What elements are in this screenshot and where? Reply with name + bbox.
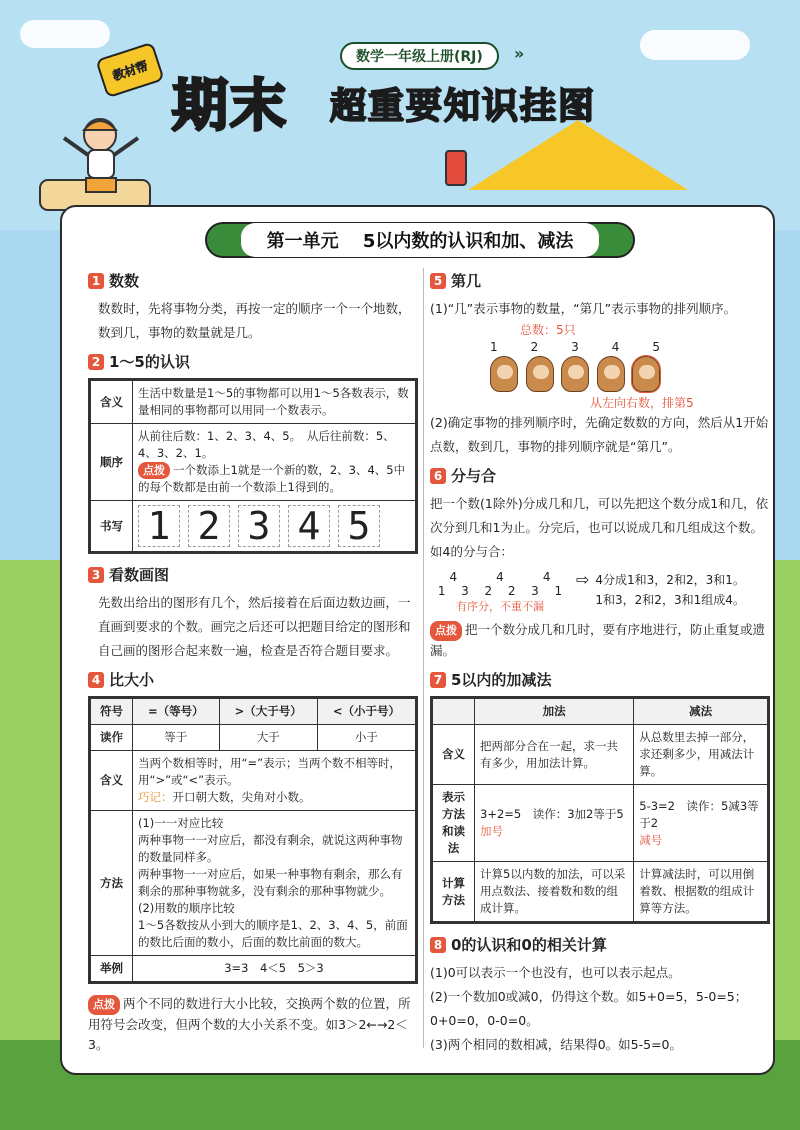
- row-label: 方法: [91, 811, 133, 956]
- monkey-illustration: [490, 356, 518, 392]
- section-title: 看数画图: [109, 566, 170, 584]
- tree-part: 2: [484, 584, 493, 598]
- section-number: 4: [88, 672, 104, 688]
- row-label: 读作: [91, 725, 133, 751]
- section-8-p3: (3)两个相同的数相减，结果得0。如5-5=0。: [430, 1037, 683, 1052]
- section-title: 分与合: [451, 467, 497, 485]
- hint-badge: 点拨: [88, 995, 120, 1015]
- section-title: 1～5的认识: [109, 353, 190, 371]
- sub-cell: [634, 785, 768, 862]
- unit-banner: [205, 222, 635, 258]
- cloud: [20, 20, 110, 48]
- unit-title: 第一单元 5以内数的认识和加、减法: [241, 223, 600, 257]
- hint-text: 把一个数分成几和几时，要有序地进行，防止重复或遗漏。: [430, 622, 766, 658]
- page-title: 期末: [172, 74, 288, 139]
- right-column: [430, 268, 770, 1057]
- row-label: 举例: [91, 956, 133, 982]
- row-label: 表示方法和读法: [433, 785, 475, 862]
- section-7-table: [430, 696, 770, 924]
- cloud: [640, 30, 750, 60]
- tree-tops: [430, 570, 570, 584]
- col-header: >（大于号）: [219, 699, 317, 725]
- position-number: 5: [652, 340, 660, 354]
- tree-bottoms: [430, 584, 570, 598]
- tree-part: 2: [507, 584, 516, 598]
- col-header: 符号: [91, 699, 133, 725]
- cell: 小于: [317, 725, 415, 751]
- split-note: 有序分，不重不漏: [456, 600, 544, 613]
- meaning-cell: [133, 751, 416, 811]
- sub-expression: 5-3=2 读作：5减3等于2: [639, 798, 759, 830]
- method1-text: 两种事物一一对应后，都没有剩余，就说这两种事物的数量同样多。: [138, 833, 403, 864]
- section-title: 0的认识和0的相关计算: [451, 936, 607, 954]
- section-8-p1: (1)0可以表示一个也没有，也可以表示起点。: [430, 965, 681, 980]
- split-result: 4分成1和3，2和2，3和1。: [595, 573, 745, 587]
- section-title: 第几: [451, 272, 482, 290]
- position-number: 4: [611, 340, 620, 354]
- hint-text: 两个不同的数进行大小比较，交换两个数的位置，所用符号会改变，但两个数的大小关系不变。如3＞2←→2＜3。: [88, 996, 411, 1052]
- add-note: 加号: [480, 824, 503, 838]
- method-cell: [133, 811, 416, 956]
- section-8-p2: (2)一个数加0或减0，仍得这个数。如5+0=5，5-0=5；0+0=0，0-0=0。: [430, 989, 748, 1028]
- section-1-text: 数数时，先将事物分类，再按一定的顺序一个一个地数，数到几，事物的数量就是几。: [98, 301, 411, 340]
- section-number: 2: [88, 354, 104, 370]
- arrow-right-icon: ⇨: [576, 570, 590, 589]
- section-3-heading: [88, 564, 418, 585]
- order-note: 从左向右数，排第5: [590, 396, 694, 410]
- section-number: 7: [430, 672, 446, 688]
- section-title: 比大小: [109, 671, 155, 689]
- section-3-text: 先数出给出的图形有几个，然后接着在后面边数边画，一直画到要求的个数。画完之后还可以把题目给定的图形和自己画的图形合起来数一遍，检查是否符合题目要求。: [98, 595, 411, 658]
- monkey-illustration: [526, 356, 554, 392]
- col-header: [433, 699, 475, 725]
- example-cell: 3=3 4＜5 5＞3: [133, 956, 416, 982]
- cell: 把两部分合在一起，求一共有多少，用加法计算。: [475, 725, 634, 785]
- tent-illustration: [468, 120, 688, 190]
- column-divider: [423, 268, 424, 1048]
- section-2-table: [88, 378, 418, 554]
- section-7-heading: [430, 669, 770, 690]
- cell: 计算5以内数的加法，可以采用点数法、接着数和数的组成计算。: [475, 862, 634, 922]
- page-subtitle: 超重要知识挂图: [330, 86, 597, 127]
- tree-part: 3: [461, 584, 469, 598]
- tree-top: 4: [496, 570, 504, 584]
- tree-part: 1: [554, 584, 563, 598]
- position-number: 1: [490, 340, 498, 354]
- section-5-p1: (1)“几”表示事物的数量，“第几”表示事物的排列顺序。: [430, 301, 737, 316]
- section-6-heading: [430, 465, 770, 486]
- col-header: 加法: [475, 699, 634, 725]
- section-number: 1: [88, 273, 104, 289]
- section-4-table: [88, 696, 418, 984]
- tree-top: 4: [449, 570, 458, 584]
- col-header: <（小于号）: [317, 699, 415, 725]
- row-text: 生活中数量是1～5的事物都可以用1～5各数表示，数量相同的事物都可以用同一个数表示。: [133, 381, 416, 424]
- book-subtitle: 数学一年级上册(RJ): [340, 42, 499, 70]
- row-label: 含义: [433, 725, 475, 785]
- section-5-heading: [430, 270, 770, 291]
- section-6-text: 把一个数(1除外)分成几和几，可以先把这个数分成1和几，依次分到几和1为止。分完后，也可以说成几和几组成这个数。如4的分与合：: [430, 496, 769, 559]
- brand-badge: 教材帮: [95, 42, 164, 99]
- digit-writing-box: 3: [238, 505, 280, 547]
- section-number: 6: [430, 468, 446, 484]
- section-number: 8: [430, 937, 446, 953]
- col-header: =（等号）: [133, 699, 220, 725]
- cell: 计算减法时，可以用倒着数、根据数的组成计算等方法。: [634, 862, 768, 922]
- tree-top: 4: [542, 570, 551, 584]
- hint-badge: 点拨: [138, 462, 170, 479]
- monkey-row: [490, 356, 660, 392]
- row-label: 含义: [91, 751, 133, 811]
- row-content: [133, 424, 416, 501]
- total-label: 总数：5只: [520, 323, 576, 337]
- section-2-heading: [88, 351, 418, 372]
- row-label: 计算方法: [433, 862, 475, 922]
- section-4-heading: [88, 669, 418, 690]
- monkey-illustration: [597, 356, 625, 392]
- position-number: 2: [530, 340, 539, 354]
- section-title: 数数: [109, 272, 140, 290]
- monkey-illustration: [632, 356, 660, 392]
- writing-row: [133, 501, 416, 552]
- split-trees: [430, 570, 770, 614]
- hint-text: 一个数添上1就是一个新的数，2、3、4、5中的每个数都是由前一个数添上1得到的。: [138, 463, 406, 494]
- method1-title: (1)一一对应比较: [138, 816, 224, 830]
- section-5-p2: (2)确定事物的排列顺序时，先确定数数的方向，然后从1开始点数，数到几，事物的排列顺序就是“第几”。: [430, 415, 769, 454]
- section-4-hint: [88, 994, 418, 1055]
- digit-writing-box: 4: [288, 505, 330, 547]
- cell: 等于: [133, 725, 220, 751]
- compose-result: 1和3，2和2，3和1组成4。: [595, 593, 745, 607]
- kid-illustration: [30, 100, 160, 220]
- section-1-heading: [88, 270, 418, 291]
- section-number: 5: [430, 273, 446, 289]
- meaning-text: 当两个数相等时，用“=”表示；当两个数不相等时，用“>”或“<”表示。: [138, 756, 402, 787]
- digit-writing-box: 1: [138, 505, 180, 547]
- digit-writing-box: 2: [188, 505, 230, 547]
- section-number: 3: [88, 567, 104, 583]
- order-text: 从前往后数：1、2、3、4、5。 从后往前数：5、4、3、2、1。: [138, 429, 395, 460]
- position-numbers: [490, 340, 660, 354]
- tip-label: 巧记：: [138, 790, 173, 804]
- col-header: 减法: [634, 699, 768, 725]
- monkey-illustration: [561, 356, 589, 392]
- arrows-icon: »: [514, 44, 525, 63]
- method1b-text: 两种事物一一对应后，如果一种事物有剩余，那么有剩余的那种事物就多，没有剩余的那种事物就少。: [138, 867, 403, 898]
- digit-writing-box: 5: [338, 505, 380, 547]
- add-cell: [475, 785, 634, 862]
- lantern-illustration: [445, 150, 467, 186]
- row-label: 书写: [91, 501, 133, 552]
- section-8-heading: [430, 934, 770, 955]
- tip-text: 开口朝大数，尖角对小数。: [172, 790, 311, 804]
- section-title: 5以内的加减法: [451, 671, 552, 689]
- tree-part: 1: [437, 584, 446, 598]
- method2-title: (2)用数的顺序比较: [138, 901, 235, 915]
- row-label: 含义: [91, 381, 133, 424]
- method2-text: 1～5各数按从小到大的顺序是1、2、3、4、5，前面的数比后面的数小，后面的数比前面的数大。: [138, 918, 408, 949]
- left-column: [88, 268, 418, 1055]
- cell: 大于: [219, 725, 317, 751]
- row-label: 顺序: [91, 424, 133, 501]
- hint-badge: 点拨: [430, 621, 462, 641]
- section-6-hint: [430, 620, 770, 661]
- tree-part: 3: [531, 584, 539, 598]
- add-expression: 3+2=5 读作：3加2等于5: [480, 807, 624, 821]
- cell: 从总数里去掉一部分，求还剩多少，用减法计算。: [634, 725, 768, 785]
- sub-note: 减号: [639, 832, 663, 847]
- position-number: 3: [571, 340, 579, 354]
